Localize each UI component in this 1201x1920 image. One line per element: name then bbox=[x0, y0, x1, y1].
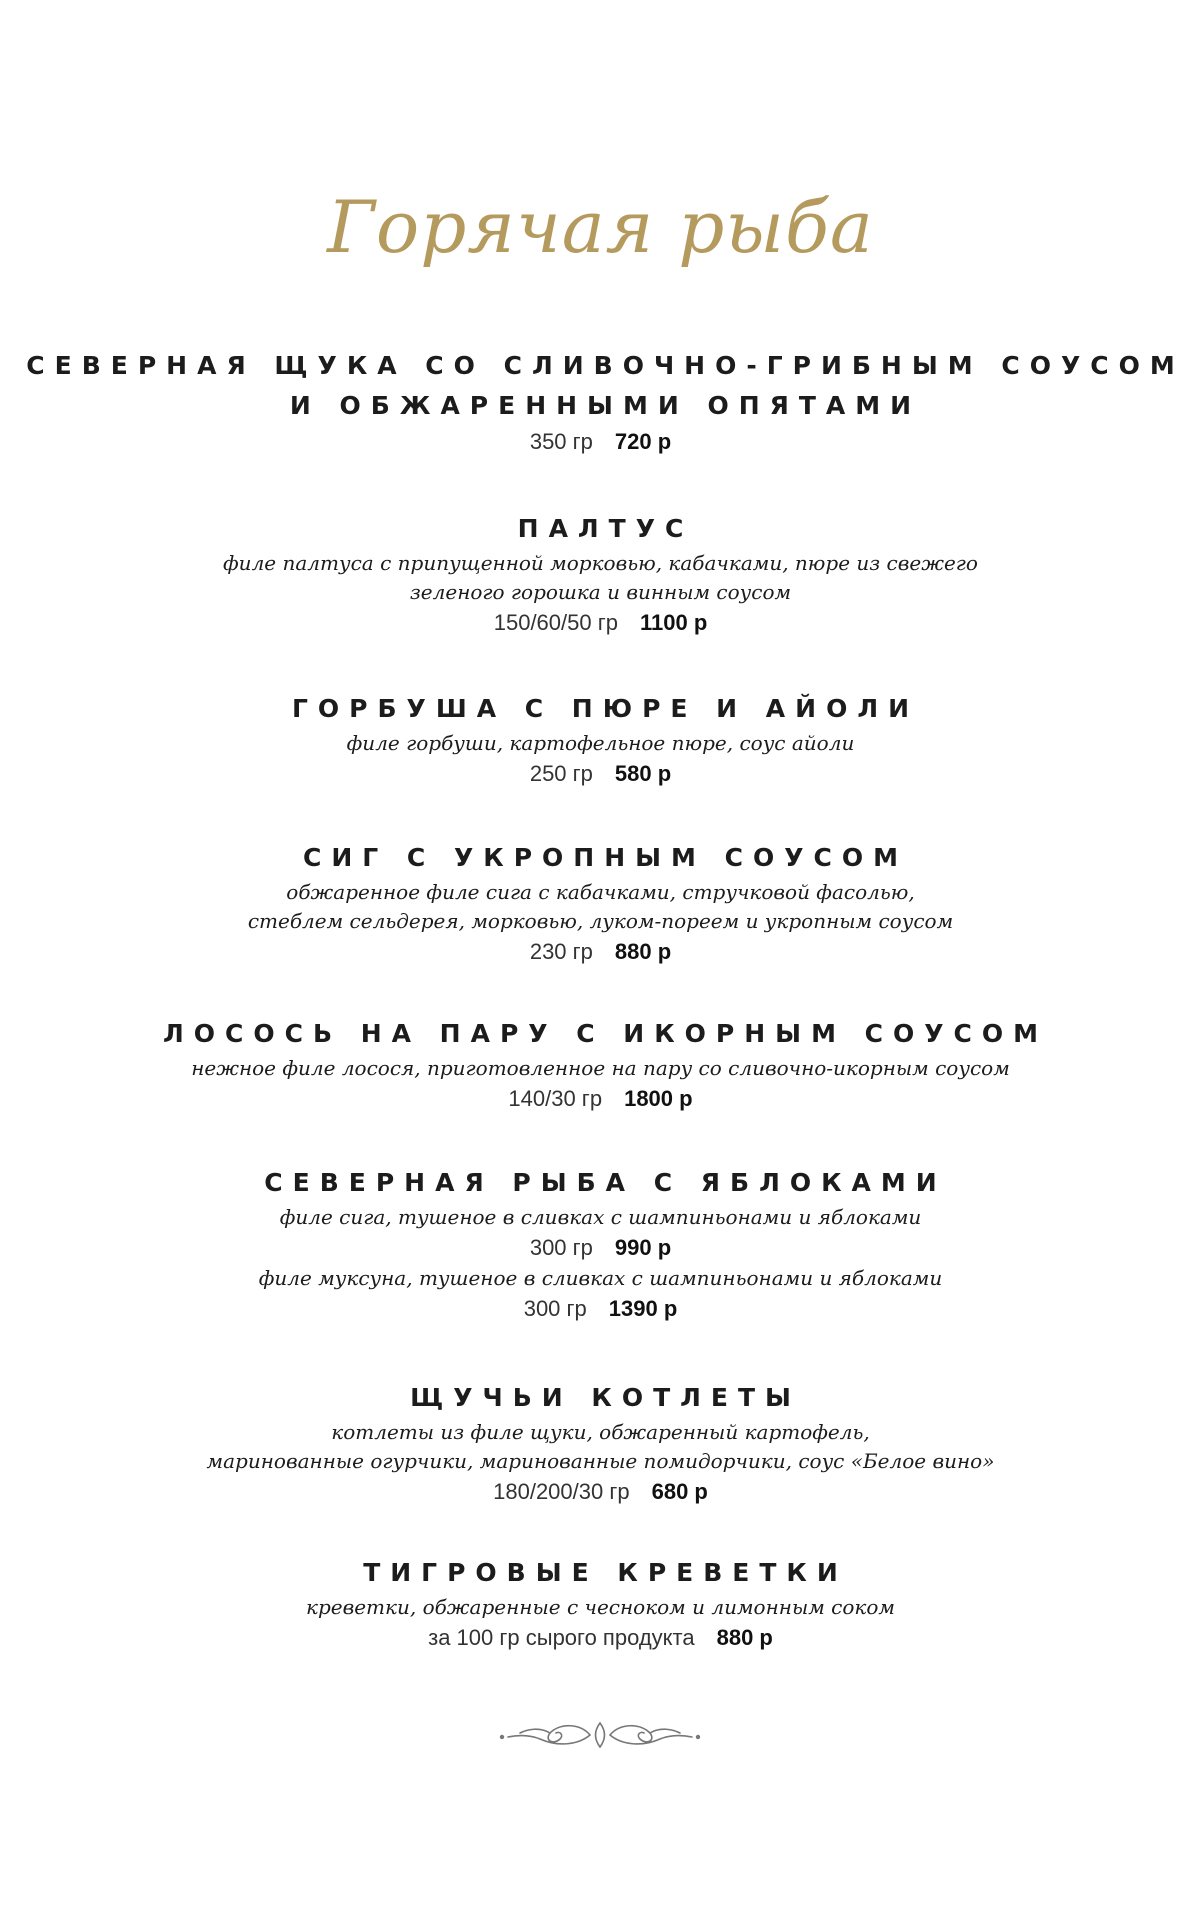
menu-item-pike-cutlets bbox=[0, 1378, 1201, 1508]
price-line bbox=[0, 1232, 1201, 1264]
dish-description: креветки, обжаренные с чесноком и лимонным соком bbox=[306, 1595, 895, 1619]
dish-description: котлеты из филе щуки, обжаренный картофель, bbox=[331, 1420, 870, 1444]
price-line bbox=[0, 758, 1201, 790]
price-line bbox=[0, 1083, 1201, 1115]
dish-weight: 180/200/30 гр bbox=[493, 1479, 630, 1504]
menu-item-tiger-prawns bbox=[0, 1553, 1201, 1654]
price-line bbox=[0, 936, 1201, 968]
dish-name-line: СИГ С УКРОПНЫМ СОУСОМ bbox=[303, 843, 908, 872]
dish-name-line: СЕВЕРНАЯ ЩУКА СО СЛИВОЧНО-ГРИБНЫМ СОУСОМ bbox=[26, 351, 1185, 380]
dish-description: филе сига, тушеное в сливках с шампиньонами и яблоками bbox=[279, 1205, 922, 1229]
dish-description: филе горбуши, картофельное пюре, соус айоли bbox=[346, 731, 855, 755]
dish-price: 880 р bbox=[716, 1625, 773, 1650]
flourish-ornament-icon bbox=[490, 1715, 710, 1755]
dish-price: 880 р bbox=[614, 939, 672, 964]
dish-weight: 350 гр bbox=[529, 429, 593, 454]
dish-name-line: И ОБЖАРЕННЫМИ ОПЯТАМИ bbox=[289, 391, 922, 420]
dish-description: обжаренное филе сига с кабачками, стручковой фасолью, bbox=[286, 880, 915, 904]
dish-price: 720 р bbox=[614, 429, 672, 454]
dish-weight: 230 гр bbox=[529, 939, 593, 964]
dish-description: нежное филе лосося, приготовленное на пару со сливочно-икорным соусом bbox=[191, 1056, 1010, 1080]
dish-price: 580 р bbox=[614, 761, 672, 786]
dish-description: филе муксуна, тушеное в сливках с шампиньонами и яблоками bbox=[258, 1266, 943, 1290]
dish-description: зеленого горошка и винным соусом bbox=[409, 580, 792, 604]
dish-weight: за 100 гр сырого продукта bbox=[428, 1625, 695, 1650]
menu-item-whitefish bbox=[0, 838, 1201, 968]
menu-item-pike bbox=[0, 346, 1201, 458]
dish-price: 1100 р bbox=[639, 610, 708, 635]
menu-item-halibut bbox=[0, 509, 1201, 639]
dish-name-line: СЕВЕРНАЯ РЫБА С ЯБЛОКАМИ bbox=[264, 1168, 947, 1197]
price-line bbox=[0, 1622, 1201, 1654]
dish-name-line: ГОРБУША С ПЮРЕ И АЙОЛИ bbox=[291, 694, 920, 723]
dish-price: 1390 р bbox=[608, 1296, 678, 1321]
dish-weight: 150/60/50 гр bbox=[493, 610, 618, 635]
dish-name-line: ЩУЧЬИ КОТЛЕТЫ bbox=[410, 1383, 801, 1412]
price-line bbox=[0, 607, 1201, 639]
price-line bbox=[0, 1476, 1201, 1508]
menu-item-steamed-salmon bbox=[0, 1014, 1201, 1115]
dish-weight: 300 гр bbox=[523, 1296, 587, 1321]
menu-item-northern-fish-apples bbox=[0, 1163, 1201, 1325]
dish-name-line: ТИГРОВЫЕ КРЕВЕТКИ bbox=[363, 1558, 848, 1587]
dish-description: маринованные огурчики, маринованные помидорчики, соус «Белое вино» bbox=[206, 1449, 995, 1473]
dish-description: стеблем сельдерея, морковью, луком-пореем и укропным соусом bbox=[247, 909, 954, 933]
price-line bbox=[0, 426, 1201, 458]
dish-price: 680 р bbox=[651, 1479, 708, 1504]
menu-item-pink-salmon bbox=[0, 689, 1201, 790]
dish-name-line: ЛОСОСЬ НА ПАРУ С ИКОРНЫМ СОУСОМ bbox=[162, 1019, 1048, 1048]
dish-weight: 140/30 гр bbox=[508, 1086, 603, 1111]
price-line bbox=[0, 1293, 1201, 1325]
page-title: Горячая рыба bbox=[327, 185, 874, 269]
dish-name-line: ПАЛТУС bbox=[517, 514, 694, 543]
dish-price: 1800 р bbox=[624, 1086, 693, 1111]
dish-price: 990 р bbox=[614, 1235, 672, 1260]
dish-weight: 250 гр bbox=[529, 761, 593, 786]
dish-description: филе палтуса с припущенной морковью, кабачками, пюре из свежего bbox=[223, 551, 978, 575]
dish-weight: 300 гр bbox=[529, 1235, 593, 1260]
